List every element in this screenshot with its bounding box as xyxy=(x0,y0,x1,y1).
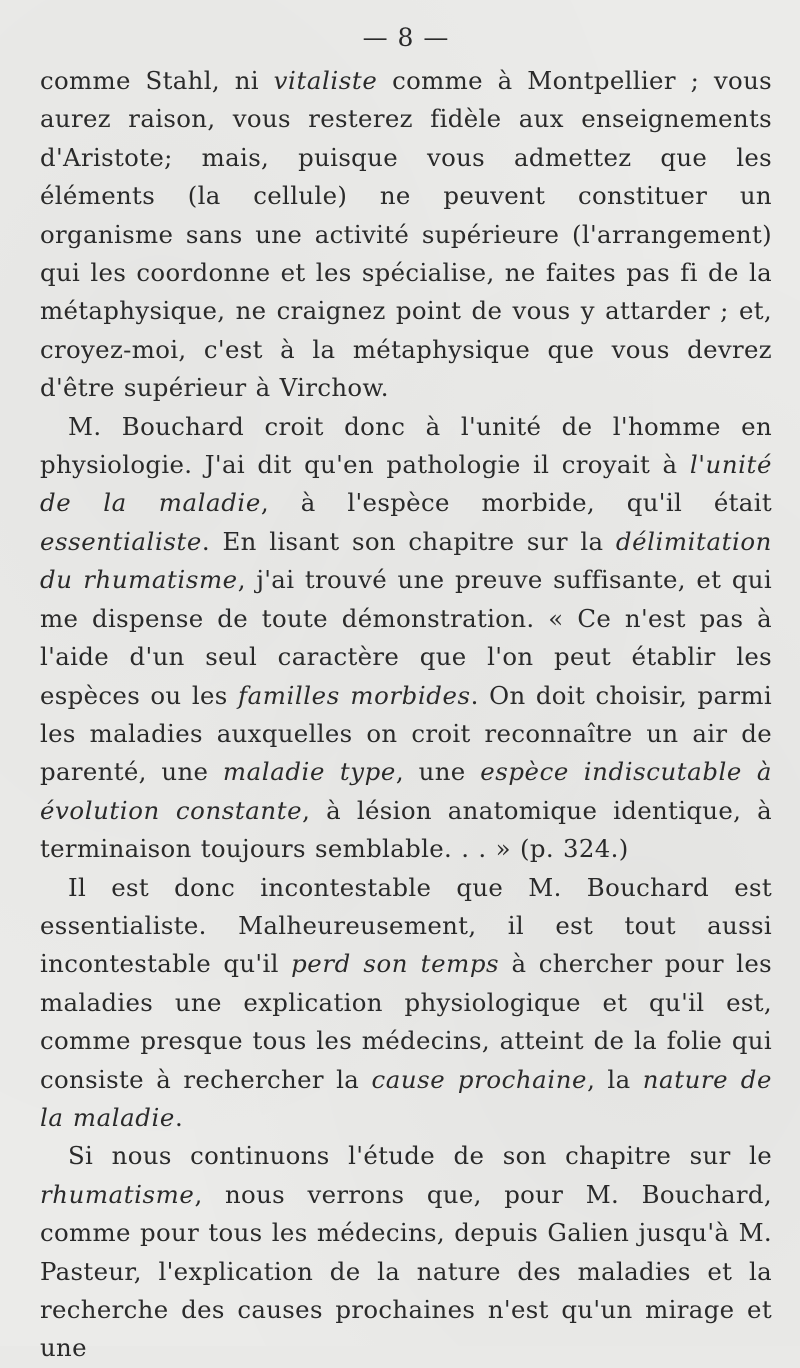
text-segment: à chercher pour les maladies une explication physiologique et qu'il est, comme presque tous les médecins, atteint de la folie qui consiste à rechercher la xyxy=(40,949,772,1094)
text-segment: Il est donc incontestable que M. Bouchard est essentialiste. Malheureusement, il est tout aussi incontestable qu'il xyxy=(40,872,772,979)
italic-text: cause prochaine xyxy=(371,1064,588,1094)
italic-text: délimitation du rhumatisme xyxy=(40,526,772,595)
italic-text: familles morbides xyxy=(237,680,471,710)
italic-text: perd son temps xyxy=(291,949,500,979)
text-segment: , nous verrons que, pour M. Bouchard, comme pour tous les médecins, depuis Galien jusqu'à M. Pasteur, l'explication de la nature des maladies et la recherche des causes prochaines n'est qu'un mirage et une xyxy=(40,1179,772,1363)
paragraph-2 xyxy=(40,408,772,869)
text-segment: comme à Montpellier ; vous aurez raison, vous resterez fidèle aux enseignements d'Aristote; mais, puisque vous admettez que les éléments (la cellule) ne peuvent constituer un organisme sans une activité supérieure (l'arrangement) qui les coordonne et les spécialise, ne faites pas fi de la métaphysique, ne craignez point de vous y attarder ; et, croyez-moi, c'est à la métaphysique que vous devrez d'être supérieur à Virchow. xyxy=(40,66,773,403)
text-segment: comme Stahl, ni xyxy=(40,66,274,95)
text-segment: , la xyxy=(587,1064,643,1094)
paragraph-4 xyxy=(40,1137,772,1367)
text-segment: , à lésion anatomique identique, à terminaison toujours semblable. . . » (p. 324.) xyxy=(40,795,772,864)
italic-text: vitaliste xyxy=(273,66,378,95)
italic-text: rhumatisme xyxy=(40,1179,195,1209)
paragraph-3 xyxy=(40,869,772,1138)
text-segment: . On doit choisir, parmi les maladies auxquelles on croit reconnaître un air de parenté, une xyxy=(40,680,772,787)
italic-text: maladie type xyxy=(222,757,396,787)
text-segment: M. Bouchard croit donc à l'unité de l'homme en physiologie. J'ai dit qu'en pathologie il croyait à xyxy=(40,411,772,480)
italic-text: essentialiste xyxy=(40,526,202,556)
text-segment: , à l'espèce morbide, qu'il était xyxy=(260,488,772,518)
text-segment: . En lisant son chapitre sur la xyxy=(201,526,616,556)
text-segment: , une xyxy=(395,757,481,787)
page-number: — 8 — xyxy=(362,23,450,52)
italic-text: l'unité de la maladie xyxy=(40,450,772,518)
italic-text: nature de la maladie xyxy=(40,1064,772,1132)
text-segment: Si nous continuons l'étude de son chapitre sur le xyxy=(68,1141,772,1171)
paragraph-1 xyxy=(40,62,772,408)
text-segment: , j'ai trouvé une preuve suffisante, et qui me dispense de toute démonstration. « Ce n'est pas à l'aide d'un seul caractère que l'on peut établir les espèces ou les xyxy=(40,565,772,710)
italic-text: espèce indiscutable à évolution constante xyxy=(40,757,772,825)
text-segment: . xyxy=(174,1102,184,1132)
